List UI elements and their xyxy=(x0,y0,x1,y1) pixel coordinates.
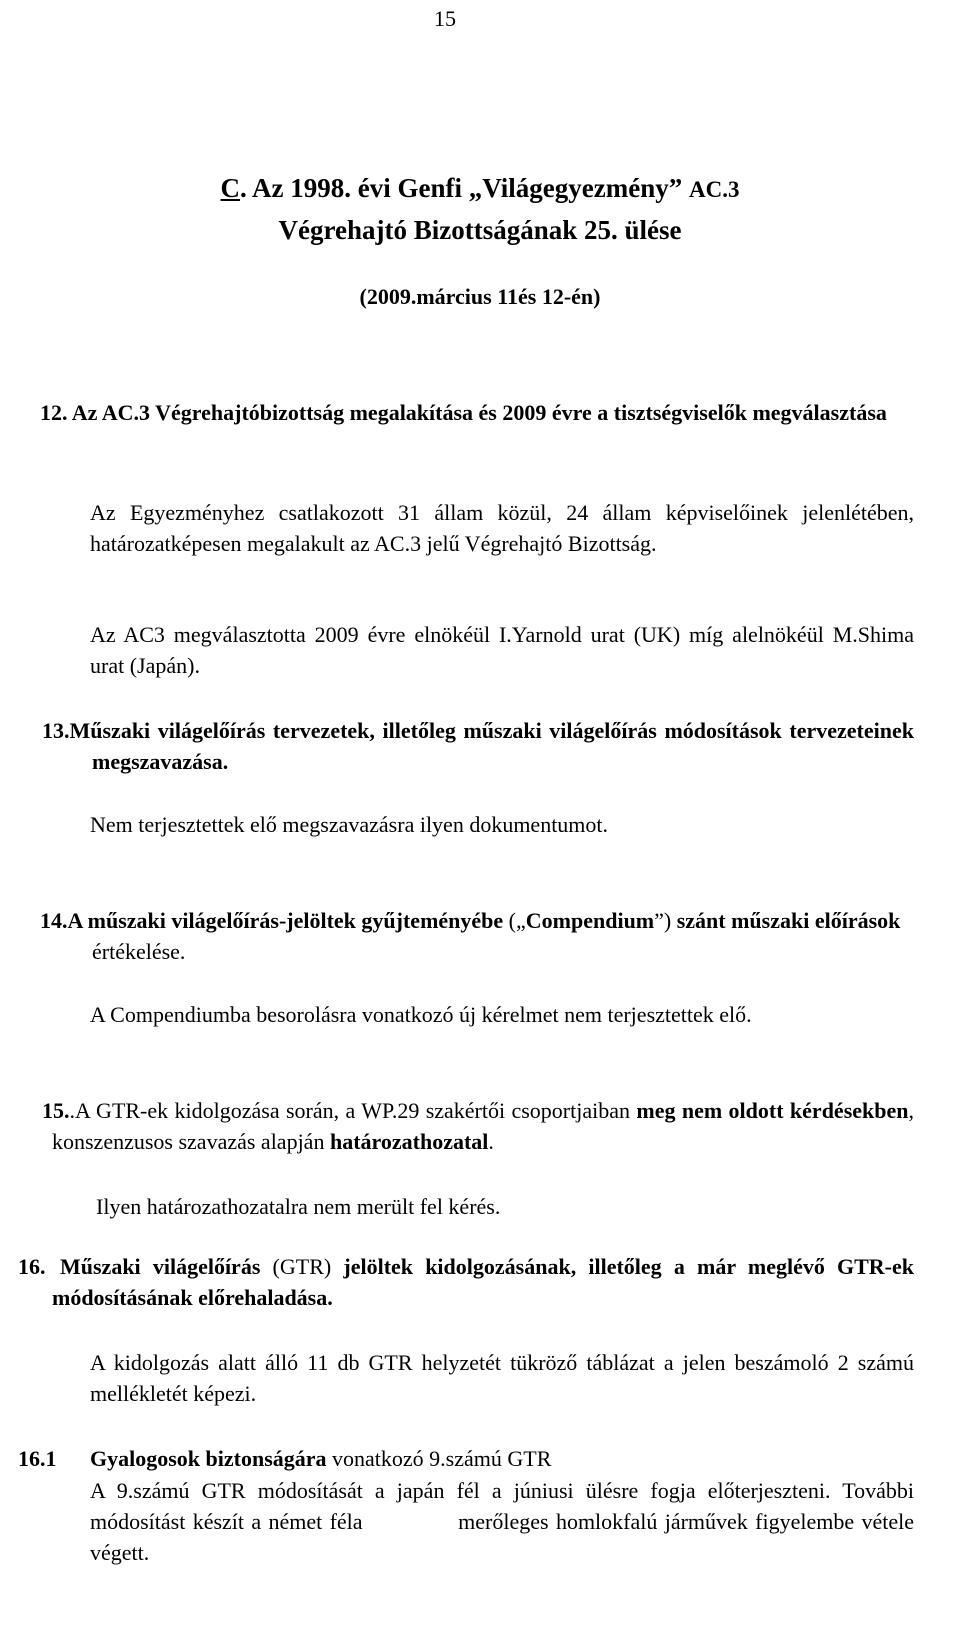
section-14-heading-bold-3: szánt műszaki előírások xyxy=(676,908,901,933)
section-15-bold-1: meg nem oldott kérdésekben xyxy=(636,1098,909,1123)
section-16-1-bold: Gyalogosok biztonságára xyxy=(90,1446,327,1471)
section-15-number: 15. xyxy=(42,1098,70,1123)
section-16-text-1: (GTR) xyxy=(260,1254,344,1279)
title-ac: AC.3 xyxy=(688,177,740,202)
document-title xyxy=(0,168,960,251)
section-15-text-1: .A GTR-ek kidolgozása során, a WP.29 szakértői csoportjaiban xyxy=(69,1098,637,1123)
section-12-heading: 12. Az AC.3 Végrehajtóbizottság megalakítása és 2009 évre a tisztségviselők megválasztása xyxy=(40,400,887,425)
section-14-heading-rest: értékelése. xyxy=(92,938,186,964)
section-14-compendium: Compendium xyxy=(525,908,655,933)
title-prefix: C xyxy=(220,173,241,203)
section-13-heading xyxy=(40,716,914,778)
section-12-paragraph-2: Az AC3 megválasztotta 2009 évre elnökéül I.Yarnold urat (UK) míg alelnökéül M.Shima urat (Japán). xyxy=(90,622,914,678)
section-16-number: 16. xyxy=(18,1254,46,1279)
title-line-2: Végrehajtó Bizottságának 25. ülése xyxy=(278,215,682,245)
section-12-paragraph-1: Az Egyezményhez csatlakozott 31 állam közül, 24 állam képviselőinek jelenlétében, határozatképesen megalakult az AC.3 jelű Végrehajtó Bizottság. xyxy=(90,500,914,556)
section-13-paragraph-1: Nem terjesztettek elő megszavazásra ilyen dokumentumot. xyxy=(90,812,609,837)
section-16-bold-2: jelöltek kidolgozásának, illetőleg a már meglévő GTR-ek módosításának előrehaladása. xyxy=(52,1254,915,1310)
section-16-heading xyxy=(18,1252,915,1314)
section-13-heading-text: 13.Műszaki világelőírás tervezetek, illetőleg műszaki világelőírás módosítások tervezeteinek megszavazása. xyxy=(42,718,914,774)
section-14-paren-open: („ xyxy=(503,908,526,933)
section-15-text-3: . xyxy=(488,1128,494,1154)
title-line-1 xyxy=(0,168,960,210)
section-16-bold-1: Műszaki világelőírás xyxy=(60,1254,261,1279)
section-15-bold-2: határozathozatal xyxy=(329,1128,489,1154)
section-16-1-rest: vonatkozó 9.számú GTR xyxy=(326,1446,552,1471)
section-14-paragraph-1: A Compendiumba besorolásra vonatkozó új kérelmet nem terjesztettek elő. xyxy=(90,1002,752,1027)
section-16-1-heading xyxy=(18,1444,914,1475)
meeting-date: (2009.március 11és 12-én) xyxy=(359,284,601,309)
section-15-heading xyxy=(42,1096,914,1158)
section-15-paragraph-1: Ilyen határozathozatalra nem merült fel kérés. xyxy=(96,1194,501,1219)
section-15-text-2: , konszenzusos szavazás alapján xyxy=(52,1098,914,1154)
section-14-heading-bold-1: 14.A műszaki világelőírás-jelöltek gyűjteményébe xyxy=(40,908,504,933)
page-number: 15 xyxy=(434,6,456,31)
title-line-1-text: . Az 1998. évi Genfi „Világegyezmény” xyxy=(240,173,683,203)
section-14-heading xyxy=(40,906,920,968)
section-16-paragraph-1: A kidolgozás alatt álló 11 db GTR helyzetét tükröző táblázat a jelen beszámoló 2 számú mellékletét képezi. xyxy=(90,1350,914,1406)
section-16-1-paragraph-1: A 9.számú GTR módosítását a japán fél a júniusi ülésre fogja előterjeszteni. További módosítást készít a német féla merőleges homlokfalú járművek figyelembe vétele végett. xyxy=(90,1478,920,1566)
section-16-1-number: 16.1 xyxy=(18,1446,57,1471)
section-14-paren-close: ”) xyxy=(654,908,677,933)
